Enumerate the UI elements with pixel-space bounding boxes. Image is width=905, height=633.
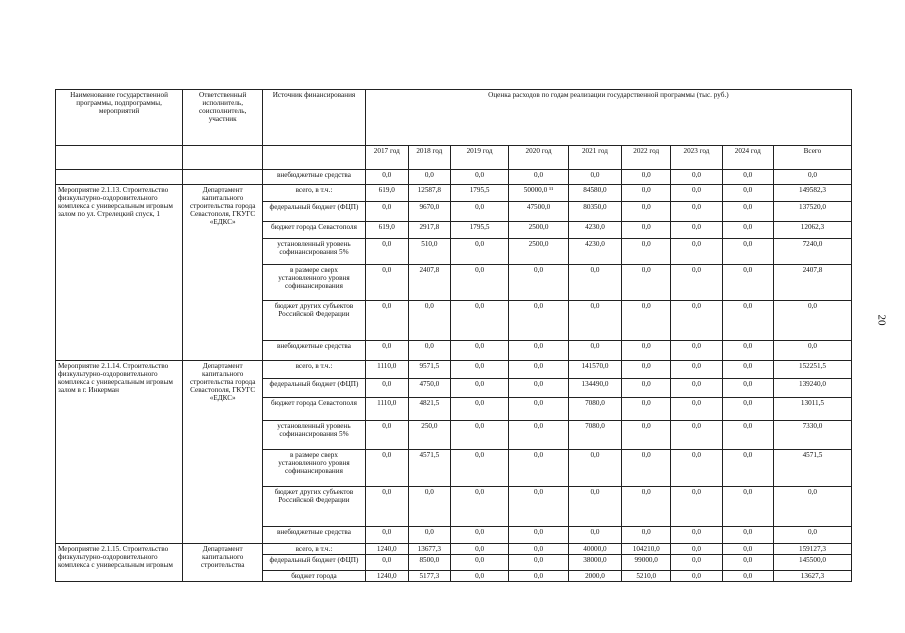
value-cell: 0,0 — [671, 487, 722, 527]
value-cell: 2000,0 — [568, 571, 621, 582]
source-cell: внебюджетные средства — [263, 527, 366, 544]
value-cell: 0,0 — [622, 239, 671, 265]
value-cell: 0,0 — [722, 222, 773, 239]
value-cell: 0,0 — [408, 527, 450, 544]
value-cell: 0,0 — [365, 450, 408, 487]
value-cell: 510,0 — [408, 239, 450, 265]
value-cell: 0,0 — [671, 527, 722, 544]
value-cell: 139240,0 — [773, 379, 851, 398]
value-cell: 0,0 — [450, 202, 508, 222]
value-cell: 7080,0 — [568, 398, 621, 421]
value-cell: 145500,0 — [773, 555, 851, 571]
year-header-cell: 2021 год — [568, 146, 621, 170]
measure-name-cell: Мероприятие 2.1.14. Строительство физкультурно-оздоровительного комплекса с универсальным игровым залом в г. Инкерман — [56, 361, 183, 544]
value-cell: 0,0 — [568, 341, 621, 361]
value-cell: 4750,0 — [408, 379, 450, 398]
source-cell: бюджет города Севастополя — [263, 398, 366, 421]
value-cell: 9571,5 — [408, 361, 450, 379]
value-cell: 0,0 — [408, 341, 450, 361]
value-cell: 4230,0 — [568, 239, 621, 265]
source-cell: федеральный бюджет (ФЦП) — [263, 202, 366, 222]
value-cell: 0,0 — [509, 555, 568, 571]
source-cell: в размере сверх установленного уровня софинансирования — [263, 450, 366, 487]
value-cell: 0,0 — [408, 170, 450, 185]
value-cell: 149582,3 — [773, 185, 851, 202]
value-cell: 0,0 — [365, 239, 408, 265]
value-cell: 0,0 — [450, 487, 508, 527]
value-cell: 0,0 — [509, 571, 568, 582]
value-cell: 2500,0 — [509, 222, 568, 239]
value-cell: 0,0 — [450, 555, 508, 571]
table-row — [56, 544, 852, 555]
header-estimate-cell: Оценка расходов по годам реализации государственной программы (тыс. руб.) — [365, 90, 851, 146]
value-cell: 0,0 — [408, 301, 450, 341]
value-cell: 8500,0 — [408, 555, 450, 571]
value-cell: 47500,0 — [509, 202, 568, 222]
financing-table — [55, 89, 852, 582]
value-cell: 0,0 — [722, 301, 773, 341]
value-cell: 0,0 — [365, 487, 408, 527]
value-cell: 0,0 — [509, 421, 568, 450]
value-cell: 0,0 — [365, 379, 408, 398]
empty-cell — [183, 146, 263, 170]
value-cell: 0,0 — [568, 450, 621, 487]
value-cell: 50000,0 ¹¹ — [509, 185, 568, 202]
value-cell: 0,0 — [773, 527, 851, 544]
source-cell: внебюджетные средства — [263, 170, 366, 185]
value-cell: 4230,0 — [568, 222, 621, 239]
source-cell: установленный уровень софинансирования 5% — [263, 421, 366, 450]
table-row — [56, 170, 852, 185]
value-cell: 0,0 — [671, 170, 722, 185]
responsible-cell: Департамент капитального строительства города Севастополя, ГКУГС «ЕДКС» — [183, 361, 263, 544]
source-cell: внебюджетные средства — [263, 341, 366, 361]
value-cell: 0,0 — [671, 301, 722, 341]
value-cell: 0,0 — [450, 571, 508, 582]
source-cell: бюджет города Севастополя — [263, 222, 366, 239]
value-cell: 0,0 — [622, 202, 671, 222]
value-cell: 2500,0 — [509, 239, 568, 265]
value-cell: 619,0 — [365, 222, 408, 239]
value-cell: 0,0 — [450, 361, 508, 379]
value-cell: 7330,0 — [773, 421, 851, 450]
source-cell: всего, в т.ч.: — [263, 361, 366, 379]
value-cell: 0,0 — [450, 527, 508, 544]
header-row — [56, 90, 852, 146]
value-cell: 0,0 — [671, 450, 722, 487]
value-cell: 0,0 — [671, 239, 722, 265]
value-cell: 0,0 — [509, 450, 568, 487]
value-cell: 0,0 — [622, 265, 671, 301]
value-cell: 0,0 — [671, 341, 722, 361]
years-row — [56, 146, 852, 170]
value-cell: 0,0 — [671, 421, 722, 450]
responsible-cell: Департамент капитального строительства города Севастополя, ГКУГС «ЕДКС» — [183, 185, 263, 361]
value-cell: 1110,0 — [365, 361, 408, 379]
value-cell: 0,0 — [722, 450, 773, 487]
page-number: 20 — [875, 314, 888, 326]
value-cell: 84580,0 — [568, 185, 621, 202]
value-cell: 13627,3 — [773, 571, 851, 582]
source-cell: федеральный бюджет (ФЦП) — [263, 379, 366, 398]
value-cell: 0,0 — [568, 301, 621, 341]
source-cell: федеральный бюджет (ФЦП) — [263, 555, 366, 571]
value-cell: 250,0 — [408, 421, 450, 450]
value-cell: 0,0 — [671, 185, 722, 202]
value-cell: 0,0 — [450, 341, 508, 361]
source-cell: всего, в т.ч.: — [263, 185, 366, 202]
empty-cell — [56, 146, 183, 170]
value-cell: 0,0 — [622, 527, 671, 544]
value-cell: 80350,0 — [568, 202, 621, 222]
value-cell: 13011,5 — [773, 398, 851, 421]
value-cell: 5177,3 — [408, 571, 450, 582]
value-cell: 9670,0 — [408, 202, 450, 222]
value-cell: 12587,8 — [408, 185, 450, 202]
value-cell: 0,0 — [509, 301, 568, 341]
value-cell: 12062,3 — [773, 222, 851, 239]
value-cell: 0,0 — [622, 185, 671, 202]
value-cell: 99000,0 — [622, 555, 671, 571]
value-cell: 0,0 — [509, 265, 568, 301]
value-cell: 0,0 — [773, 487, 851, 527]
value-cell: 2917,8 — [408, 222, 450, 239]
measure-name-cell: Мероприятие 2.1.15. Строительство физкультурно-оздоровительного комплекса с универсальным игровым — [56, 544, 183, 582]
value-cell: 2407,8 — [773, 265, 851, 301]
value-cell: 0,0 — [365, 555, 408, 571]
value-cell: 1240,0 — [365, 571, 408, 582]
value-cell: 0,0 — [509, 341, 568, 361]
value-cell: 0,0 — [568, 170, 621, 185]
value-cell: 0,0 — [450, 265, 508, 301]
value-cell: 141570,0 — [568, 361, 621, 379]
value-cell: 0,0 — [450, 301, 508, 341]
year-header-cell: 2020 год — [509, 146, 568, 170]
value-cell: 0,0 — [722, 202, 773, 222]
value-cell: 0,0 — [722, 170, 773, 185]
value-cell: 0,0 — [622, 487, 671, 527]
measure-name-cell: Мероприятие 2.1.13. Строительство физкультурно-оздоровительного комплекса с универсальным игровым залом по ул. Стрелецкий спуск, 1 — [56, 185, 183, 361]
value-cell: 0,0 — [671, 555, 722, 571]
value-cell: 0,0 — [365, 341, 408, 361]
value-cell: 0,0 — [509, 527, 568, 544]
source-cell: бюджет других субъектов Российской Федерации — [263, 301, 366, 341]
year-header-cell: Всего — [773, 146, 851, 170]
value-cell: 0,0 — [509, 487, 568, 527]
value-cell: 0,0 — [622, 170, 671, 185]
value-cell: 0,0 — [450, 379, 508, 398]
value-cell: 0,0 — [722, 571, 773, 582]
value-cell: 0,0 — [773, 301, 851, 341]
value-cell: 13677,3 — [408, 544, 450, 555]
value-cell: 159127,3 — [773, 544, 851, 555]
value-cell: 0,0 — [671, 544, 722, 555]
value-cell: 7240,0 — [773, 239, 851, 265]
table-row — [56, 185, 852, 202]
value-cell: 0,0 — [450, 450, 508, 487]
value-cell: 0,0 — [622, 361, 671, 379]
value-cell: 0,0 — [671, 361, 722, 379]
table-body — [56, 90, 852, 582]
value-cell: 0,0 — [671, 398, 722, 421]
value-cell: 0,0 — [622, 421, 671, 450]
value-cell: 5210,0 — [622, 571, 671, 582]
source-cell: бюджет города — [263, 571, 366, 582]
header-name-cell: Наименование государственной программы, подпрограммы, мероприятий — [56, 90, 183, 146]
table-row — [56, 361, 852, 379]
responsible-cell: Департамент капитального строительства — [183, 544, 263, 582]
value-cell: 0,0 — [722, 544, 773, 555]
value-cell: 0,0 — [450, 398, 508, 421]
value-cell: 1240,0 — [365, 544, 408, 555]
value-cell: 38000,0 — [568, 555, 621, 571]
value-cell: 0,0 — [671, 265, 722, 301]
value-cell: 0,0 — [622, 379, 671, 398]
value-cell: 0,0 — [622, 301, 671, 341]
value-cell: 619,0 — [365, 185, 408, 202]
value-cell: 0,0 — [773, 341, 851, 361]
value-cell: 0,0 — [671, 222, 722, 239]
value-cell: 0,0 — [450, 421, 508, 450]
source-cell: всего, в т.ч.: — [263, 544, 366, 555]
value-cell: 0,0 — [722, 265, 773, 301]
value-cell: 0,0 — [671, 571, 722, 582]
value-cell: 0,0 — [622, 398, 671, 421]
value-cell: 7080,0 — [568, 421, 621, 450]
value-cell: 0,0 — [722, 398, 773, 421]
value-cell: 0,0 — [722, 527, 773, 544]
value-cell: 0,0 — [509, 170, 568, 185]
value-cell: 0,0 — [365, 265, 408, 301]
value-cell: 1795,5 — [450, 185, 508, 202]
source-cell: бюджет других субъектов Российской Федерации — [263, 487, 366, 527]
value-cell: 0,0 — [509, 361, 568, 379]
value-cell: 0,0 — [408, 487, 450, 527]
value-cell: 1795,5 — [450, 222, 508, 239]
value-cell: 0,0 — [722, 239, 773, 265]
year-header-cell: 2024 год — [722, 146, 773, 170]
value-cell: 137520,0 — [773, 202, 851, 222]
value-cell: 0,0 — [509, 379, 568, 398]
value-cell: 0,0 — [722, 421, 773, 450]
value-cell: 0,0 — [568, 265, 621, 301]
value-cell: 152251,5 — [773, 361, 851, 379]
value-cell: 0,0 — [622, 222, 671, 239]
value-cell: 2407,8 — [408, 265, 450, 301]
value-cell: 0,0 — [722, 379, 773, 398]
value-cell: 0,0 — [365, 301, 408, 341]
empty-cell — [263, 146, 366, 170]
value-cell: 0,0 — [365, 527, 408, 544]
value-cell: 4571,5 — [773, 450, 851, 487]
value-cell: 0,0 — [568, 527, 621, 544]
value-cell: 0,0 — [450, 170, 508, 185]
value-cell: 4821,5 — [408, 398, 450, 421]
value-cell: 40000,0 — [568, 544, 621, 555]
value-cell: 1110,0 — [365, 398, 408, 421]
value-cell: 0,0 — [622, 450, 671, 487]
value-cell: 0,0 — [671, 379, 722, 398]
source-cell: в размере сверх установленного уровня софинансирования — [263, 265, 366, 301]
value-cell: 0,0 — [622, 341, 671, 361]
value-cell: 134490,0 — [568, 379, 621, 398]
value-cell: 0,0 — [722, 361, 773, 379]
year-header-cell: 2017 год — [365, 146, 408, 170]
value-cell: 0,0 — [722, 185, 773, 202]
value-cell: 0,0 — [773, 170, 851, 185]
value-cell: 0,0 — [509, 544, 568, 555]
year-header-cell: 2018 год — [408, 146, 450, 170]
value-cell: 0,0 — [509, 398, 568, 421]
header-responsible-cell: Ответственный исполнитель, соисполнитель, участник — [183, 90, 263, 146]
value-cell: 0,0 — [722, 487, 773, 527]
value-cell: 0,0 — [722, 555, 773, 571]
value-cell: 0,0 — [450, 239, 508, 265]
value-cell: 4571,5 — [408, 450, 450, 487]
empty-cell — [183, 170, 263, 185]
year-header-cell: 2019 год — [450, 146, 508, 170]
value-cell: 0,0 — [365, 170, 408, 185]
empty-cell — [56, 170, 183, 185]
source-cell: установленный уровень софинансирования 5% — [263, 239, 366, 265]
value-cell: 104210,0 — [622, 544, 671, 555]
value-cell: 0,0 — [568, 487, 621, 527]
value-cell: 0,0 — [450, 544, 508, 555]
year-header-cell: 2022 год — [622, 146, 671, 170]
header-source-cell: Источник финансирования — [263, 90, 366, 146]
value-cell: 0,0 — [365, 421, 408, 450]
value-cell: 0,0 — [722, 341, 773, 361]
value-cell: 0,0 — [365, 202, 408, 222]
year-header-cell: 2023 год — [671, 146, 722, 170]
value-cell: 0,0 — [671, 202, 722, 222]
